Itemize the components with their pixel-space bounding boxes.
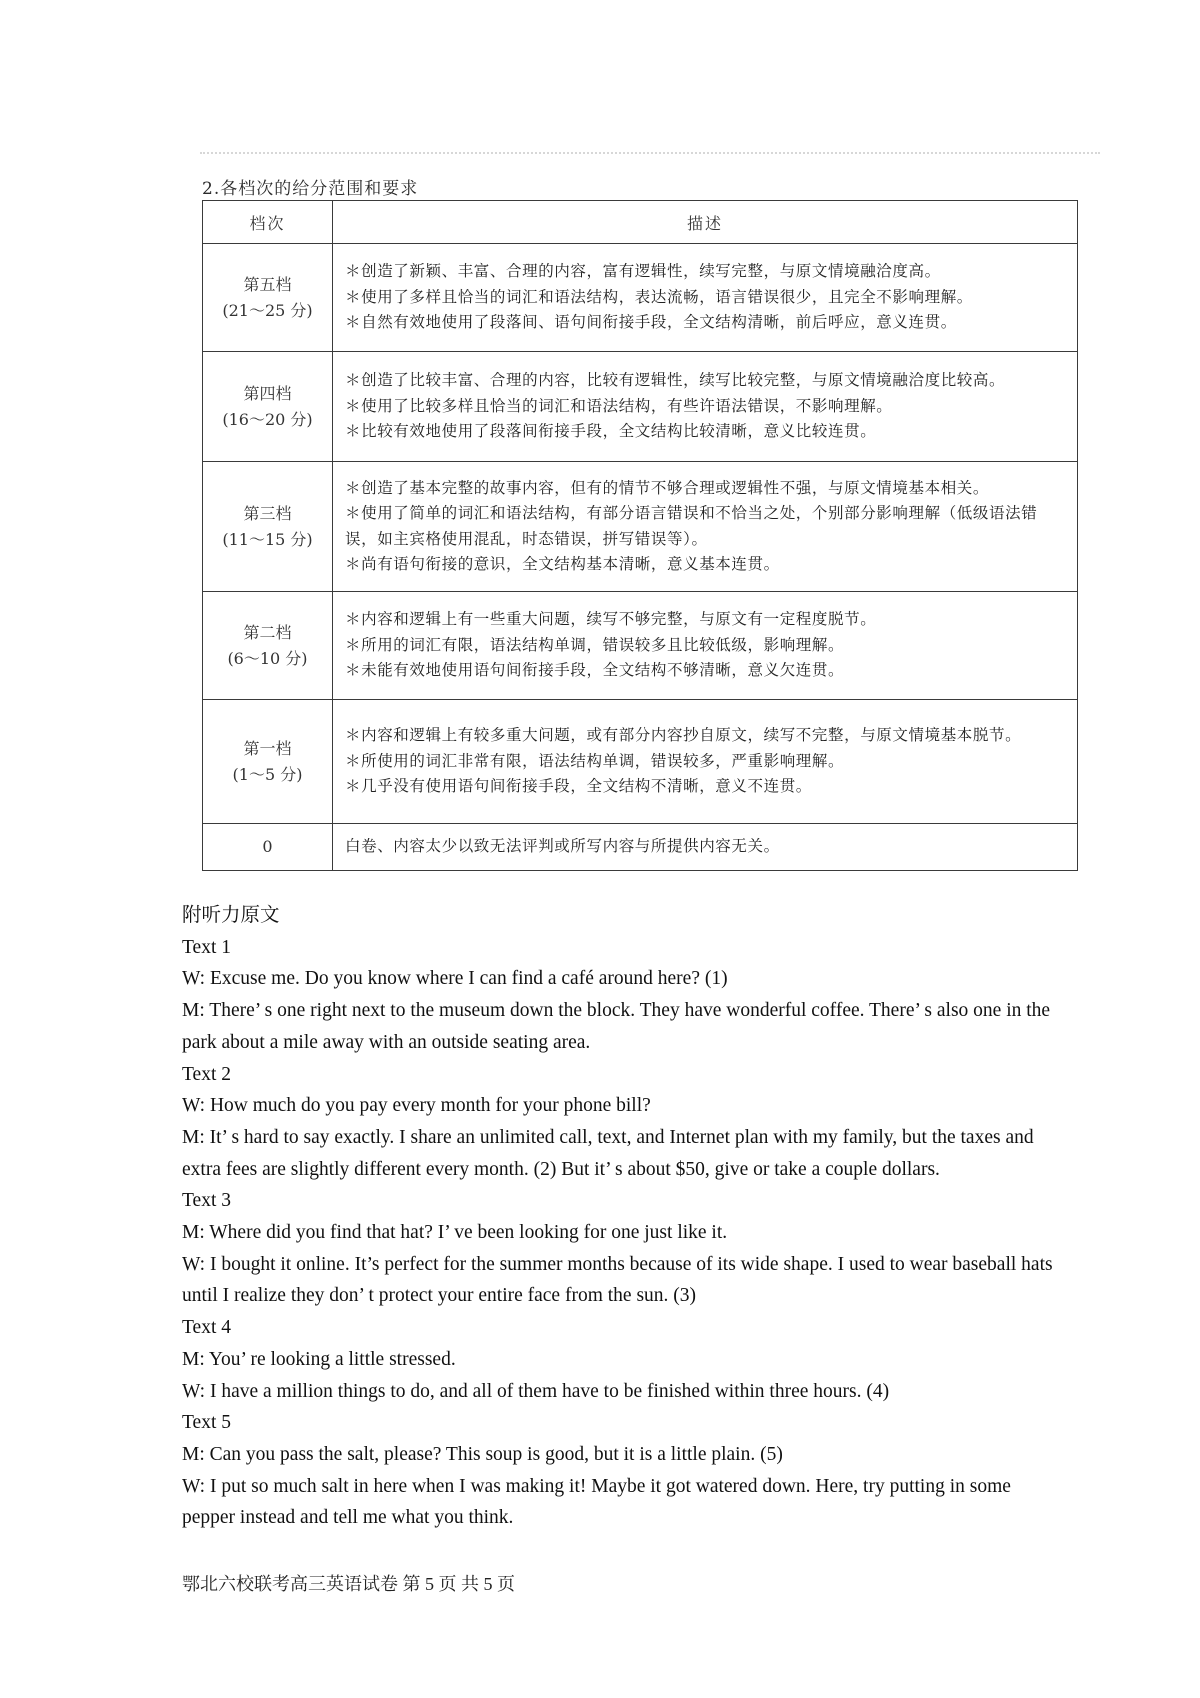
description-line: ＊尚有语句衔接的意识，全文结构基本清晰，意义基本连贯。 [345, 555, 780, 573]
level-name: 第一档 [243, 738, 292, 758]
transcript-heading: 附听力原文 [182, 905, 280, 926]
level-cell [203, 700, 333, 824]
header-level: 档次 [203, 201, 333, 244]
table-row [203, 352, 1078, 462]
transcript-line: W: I bought it online. It’s perfect for the summer months because of its wide shape. I used to wear baseball hats until I realize they don’ t protect your entire face from the sun. (3) [182, 1253, 1053, 1307]
transcript-line: Text 3 [182, 1190, 231, 1212]
level-range: (11～15 分) [222, 529, 313, 549]
level-range: (21～25 分) [222, 300, 313, 320]
description-line: ＊使用了简单的词汇和语法结构，有部分语言错误和不恰当之处，个别部分影响理解（低级语法错误，如主宾格使用混乱，时态错误，拼写错误等）。 [345, 504, 1038, 548]
transcript-line: M: There’ s one right next to the museum down the block. They have wonderful coffee. There’ s also one in the park about a mile away with an outside seating area. [182, 1000, 1051, 1053]
description-cell [333, 352, 1078, 462]
transcript-line: W: I put so much salt in here when I was making it! Maybe it got watered down. Here, try putting in some pepper instead and tell me what you think. [182, 1475, 1011, 1529]
level-cell [203, 462, 333, 592]
description-cell [333, 700, 1078, 824]
description-cell [333, 244, 1078, 352]
level-range: (6～10 分) [227, 648, 308, 668]
description-line: ＊未能有效地使用语句间衔接手段，全文结构不够清晰，意义欠连贯。 [345, 661, 845, 680]
level-name: 第四档 [243, 383, 292, 403]
section-title: 2.各档次的给分范围和要求 [202, 179, 419, 199]
level-cell [203, 592, 333, 700]
page-footer: 鄂北六校联考高三英语试卷 第 5 页 共 5 页 [182, 1574, 515, 1594]
description-cell [333, 462, 1078, 592]
listening-transcript [182, 900, 1062, 1534]
transcript-line: M: Can you pass the salt, please? This soup is good, but it is a little plain. (5) [182, 1443, 783, 1465]
description-cell [333, 824, 1078, 871]
description-line: ＊创造了基本完整的故事内容，但有的情节不够合理或逻辑性不强，与原文情境基本相关。 [345, 478, 990, 497]
description-line: ＊所用的词汇有限，语法结构单调，错误较多且比较低级，影响理解。 [345, 635, 845, 654]
transcript-line: W: Excuse me. Do you know where I can find a café around here? (1) [182, 968, 728, 990]
transcript-line: M: Where did you find that hat? I’ ve been looking for one just like it. [182, 1222, 728, 1244]
level-name: 第五档 [243, 274, 292, 294]
level-cell [203, 352, 333, 462]
transcript-line: Text 2 [182, 1063, 231, 1085]
table-row [203, 462, 1078, 592]
level-name: 0 [262, 836, 273, 856]
transcript-line: M: It’ s hard to say exactly. I share an unlimited call, text, and Internet plan with my family, but the taxes and extra fees are slightly different every month. (2) But it’ s about $50, give or take a couple dollars. [182, 1126, 1034, 1180]
table-row [203, 824, 1078, 871]
header-description: 描述 [333, 201, 1078, 244]
description-line: ＊使用了多样且恰当的词汇和语法结构，表达流畅，语言错误很少，且完全不影响理解。 [345, 287, 973, 306]
level-name: 第三档 [243, 503, 292, 523]
description-line: ＊创造了新颖、丰富、合理的内容，富有逻辑性，续写完整，与原文情境融洽度高。 [345, 262, 941, 281]
transcript-line: W: How much do you pay every month for your phone bill? [182, 1095, 651, 1117]
level-range: (16～20 分) [222, 409, 313, 429]
transcript-line: M: You’ re looking a little stressed. [182, 1348, 456, 1370]
grading-table [202, 200, 1078, 871]
description-line: ＊几乎没有使用语句间衔接手段，全文结构不清晰，意义不连贯。 [345, 777, 812, 796]
table-row [203, 592, 1078, 700]
level-cell [203, 244, 333, 352]
description-line: ＊比较有效地使用了段落间衔接手段，全文结构比较清晰，意义比较连贯。 [345, 422, 877, 441]
description-line: ＊内容和逻辑上有一些重大问题，续写不够完整，与原文有一定程度脱节。 [345, 610, 877, 629]
description-line: ＊所使用的词汇非常有限，语法结构单调，错误较多，严重影响理解。 [345, 751, 845, 770]
description-line: ＊创造了比较丰富、合理的内容，比较有逻辑性，续写比较完整，与原文情境融洽度比较高。 [345, 371, 1006, 390]
description-cell [333, 592, 1078, 700]
level-range: (1～5 分) [232, 764, 303, 784]
description-line: ＊内容和逻辑上有较多重大问题，或有部分内容抄自原文，续写不完整，与原文情境基本脱节。 [345, 726, 1022, 745]
description-line: ＊使用了比较多样且恰当的词汇和语法结构，有些许语法错误，不影响理解。 [345, 396, 893, 415]
level-name: 第二档 [243, 622, 292, 642]
transcript-line: Text 4 [182, 1317, 231, 1339]
table-header-row [203, 201, 1078, 244]
table-row [203, 700, 1078, 824]
transcript-line: Text 5 [182, 1412, 231, 1434]
level-cell [203, 824, 333, 871]
transcript-line: W: I have a million things to do, and all of them have to be finished within three hours. (4) [182, 1380, 890, 1402]
table-row [203, 244, 1078, 352]
top-divider [200, 152, 1100, 154]
description-line: ＊自然有效地使用了段落间、语句间衔接手段，全文结构清晰，前后呼应，意义连贯。 [345, 313, 957, 332]
transcript-line: Text 1 [182, 936, 231, 958]
description-line: 白卷、内容太少以致无法评判或所写内容与所提供内容无关。 [345, 837, 780, 855]
